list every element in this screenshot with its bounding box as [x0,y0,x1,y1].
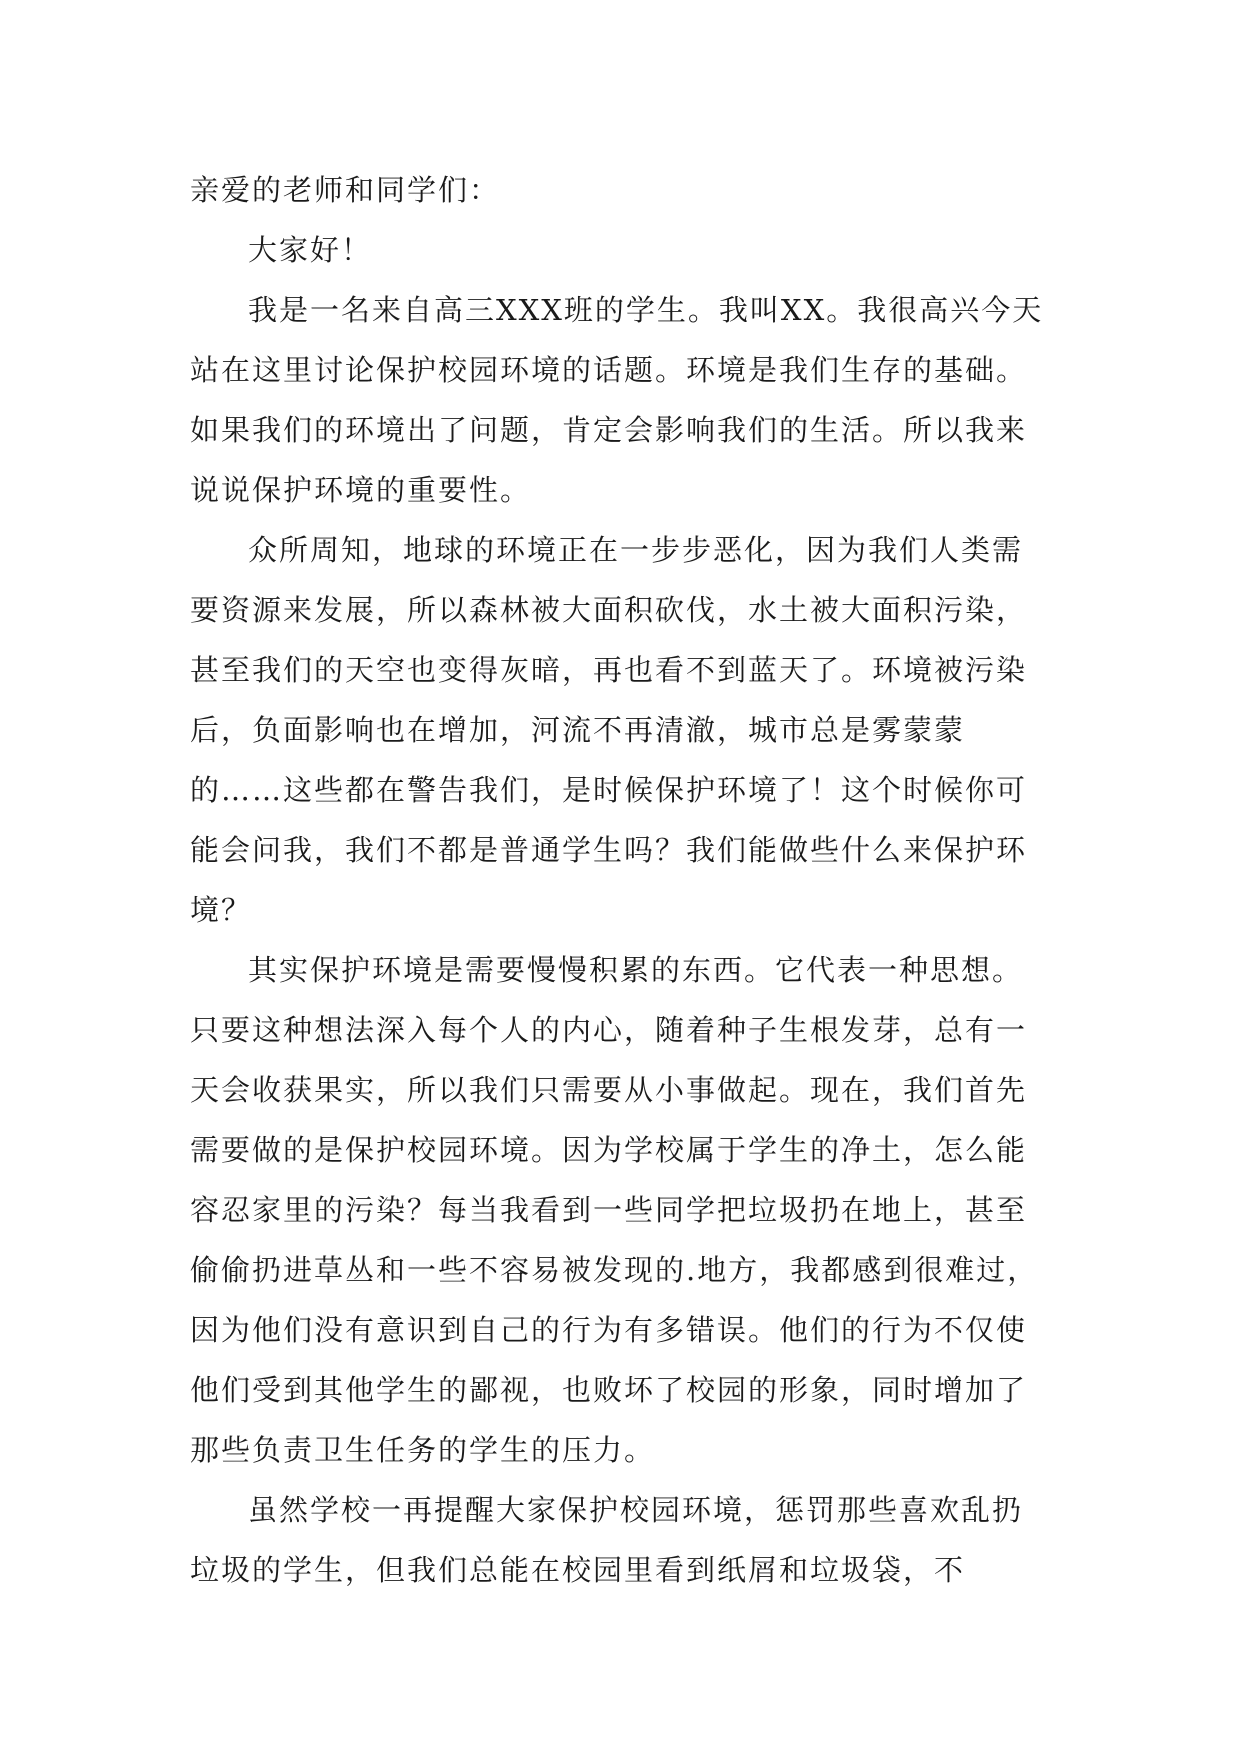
paragraph-introduction: 我是一名来自高三XXX班的学生。我叫XX。我很高兴今天站在这里讨论保护校园环境的话题。环境是我们生存的基础。如果我们的环境出了问题，肯定会影响我们的生活。所以我来说说保护环境的重要性。 [190,293,1044,507]
speech-text [190,160,1050,1600]
paragraph-environment-worsening: 众所周知，地球的环境正在一步步恶化，因为我们人类需要资源来发展，所以森林被大面积砍伐，水土被大面积污染，甚至我们的天空也变得灰暗，再也看不到蓝天了。环境被污染后，负面影响也在增加，河流不再清澈，城市总是雾蒙蒙的……这些都在警告我们，是时候保护环境了！这个时候你可能会问我，我们不都是普通学生吗？我们能做些什么来保护环境？ [190,533,1028,927]
salutation: 亲爱的老师和同学们： [190,173,501,207]
paragraph-protect-campus: 其实保护环境是需要慢慢积累的东西。它代表一种思想。只要这种想法深入每个人的内心，随着种子生根发芽，总有一天会收获果实，所以我们只需要从小事做起。现在，我们首先需要做的是保护校园环境。因为学校属于学生的净土，怎么能容忍家里的污染？每当我看到一些同学把垃圾扔在地上，甚至偷偷扔进草丛和一些不容易被发现的.地方，我都感到很难过，因为他们没有意识到自己的行为有多错误。他们的行为不仅使他们受到其他学生的鄙视，也败坏了校园的形象，同时增加了那些负责卫生任务的学生的压力。 [190,953,1039,1467]
greeting: 大家好！ [248,233,373,267]
paragraph-school-reminders: 虽然学校一再提醒大家保护校园环境，惩罚那些喜欢乱扔垃圾的学生，但我们总能在校园里看到纸屑和垃圾袋，不 [190,1493,1024,1587]
